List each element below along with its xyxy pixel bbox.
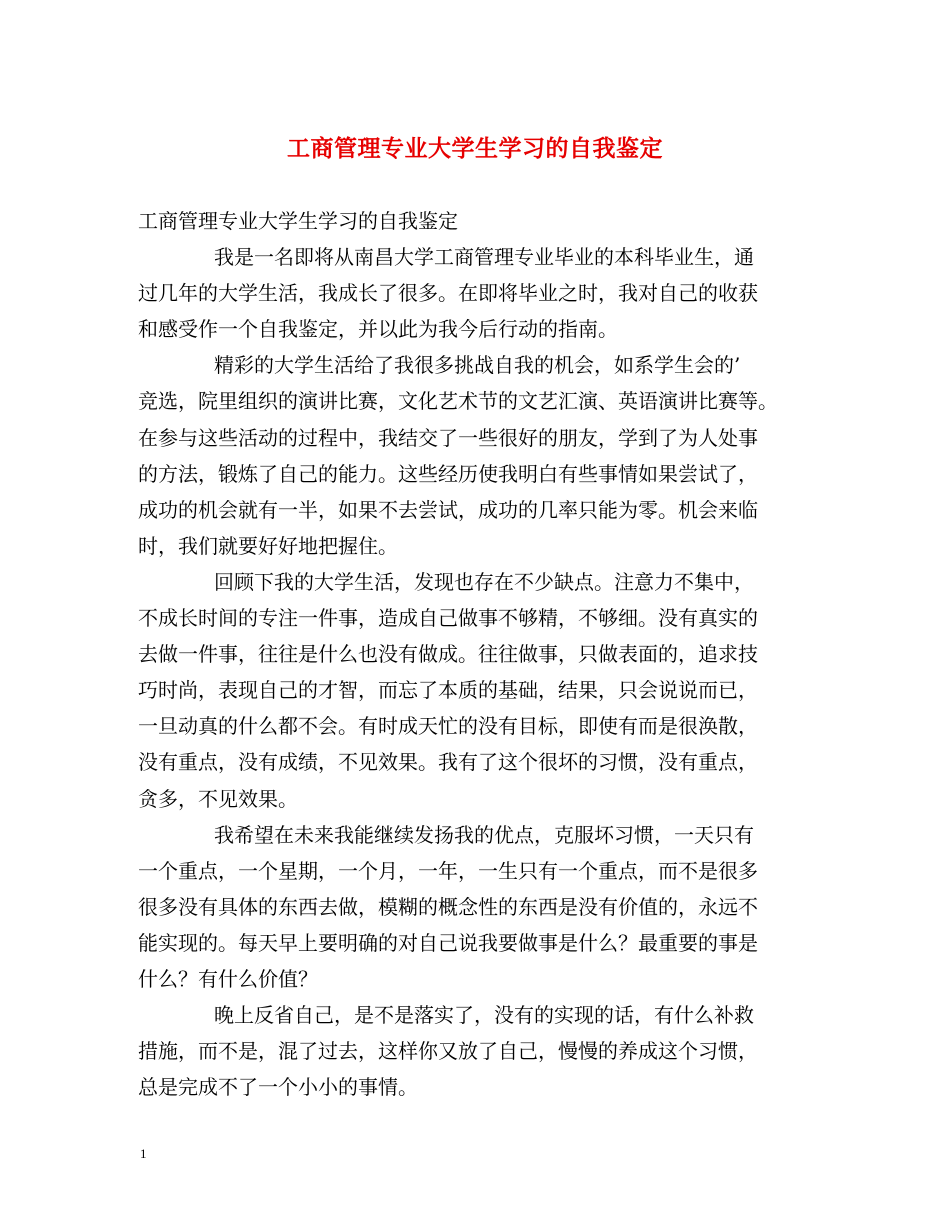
body-line: 过几年的大学生活，我成长了很多。在即将毕业之时，我对自己的收获 [138, 281, 758, 306]
body-line: 竞选，院里组织的演讲比赛，文化艺术节的文艺汇演、英语演讲比赛等。 [138, 389, 778, 414]
body-line: 回顾下我的大学生活，发现也存在不少缺点。注意力不集中， [214, 569, 754, 594]
body-line: 的方法，锻炼了自己的能力。这些经历使我明白有些事情如果尝试了， [138, 461, 758, 486]
body-line: 没有重点，没有成绩，不见效果。我有了这个很坏的习惯，没有重点， [138, 750, 758, 775]
body-line: 什么？有什么价值？ [138, 966, 318, 991]
body-line: 精彩的大学生活给了我很多挑战自我的机会，如系学生会的’ [214, 353, 741, 378]
body-line: 去做一件事，往往是什么也没有做成。往往做事，只做表面的，追求技 [138, 642, 758, 667]
body-line: 工商管理专业大学生学习的自我鉴定 [138, 209, 458, 233]
page-number: 1 [140, 1146, 147, 1161]
body-line: 巧时尚，表现自己的才智，而忘了本质的基础，结果，只会说说而已， [138, 678, 758, 703]
body-line: 晚上反省自己，是不是落实了，没有的实现的话，有什么补救 [214, 1003, 754, 1028]
body-line: 很多没有具体的东西去做，模糊的概念性的东西是没有价值的，永远不 [138, 894, 758, 919]
body-line: 时，我们就要好好地把握住。 [138, 533, 398, 558]
body-line: 总是完成不了一个小小的事情。 [138, 1075, 418, 1100]
body-line: 能实现的。每天早上要明确的对自己说我要做事是什么？最重要的事是 [138, 930, 758, 955]
body-line: 不成长时间的专注一件事，造成自己做事不够精，不够细。没有真实的 [138, 606, 758, 631]
body-line: 一旦动真的什么都不会。有时成天忙的没有目标，即使有而是很涣散， [138, 714, 758, 739]
body-line: 贪多，不见效果。 [138, 786, 298, 811]
body-line: 成功的机会就有一半，如果不去尝试，成功的几率只能为零。机会来临 [138, 497, 758, 522]
body-line: 措施，而不是，混了过去，这样你又放了自己，慢慢的养成这个习惯， [138, 1039, 758, 1064]
body-line: 和感受作一个自我鉴定，并以此为我今后行动的指南。 [138, 317, 618, 342]
body-line: 一个重点，一个星期，一个月，一年，一生只有一个重点，而不是很多 [138, 858, 758, 883]
document-body [138, 203, 820, 1105]
document-title: 工商管理专业大学生学习的自我鉴定 [287, 135, 663, 162]
body-line: 我希望在未来我能继续发扬我的优点，克服坏习惯，一天只有 [214, 822, 754, 847]
body-line: 我是一名即将从南昌大学工商管理专业毕业的本科毕业生，通 [214, 245, 754, 270]
body-line: 在参与这些活动的过程中，我结交了一些很好的朋友，学到了为人处事 [138, 425, 758, 450]
